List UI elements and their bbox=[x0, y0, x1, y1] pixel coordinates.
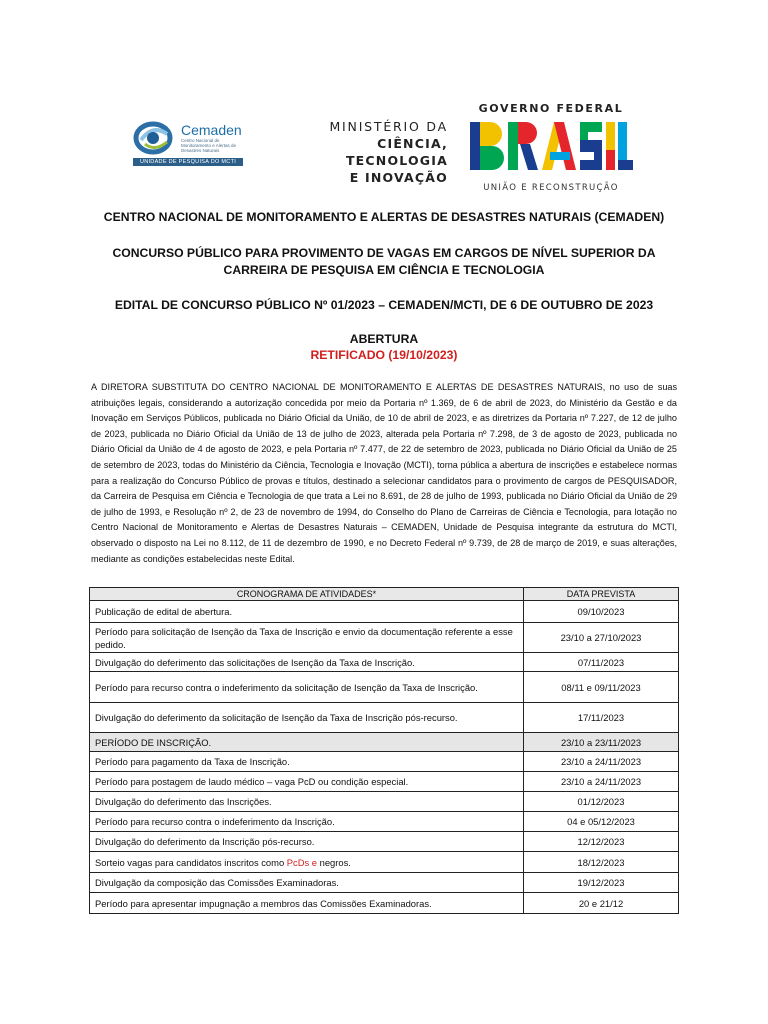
date-cell: 19/12/2023 bbox=[524, 873, 679, 893]
date-cell: 17/11/2023 bbox=[524, 703, 679, 733]
activity-cell: PERÍODO DE INSCRIÇÃO. bbox=[90, 733, 524, 752]
ministry-line-3: E INOVAÇÃO bbox=[349, 170, 448, 185]
date-cell: 12/12/2023 bbox=[524, 832, 679, 852]
date-cell: 08/11 e 09/11/2023 bbox=[524, 672, 679, 703]
center-title: CENTRO NACIONAL DE MONITORAMENTO E ALERTAS DE DESASTRES NATURAIS (CEMADEN) bbox=[103, 210, 665, 224]
date-cell: 23/10 a 24/11/2023 bbox=[524, 752, 679, 772]
date-cell: 18/12/2023 bbox=[524, 852, 679, 873]
schedule-table bbox=[89, 587, 679, 914]
activity-cell: Divulgação da composição das Comissões Examinadoras. bbox=[90, 873, 524, 893]
table-row bbox=[90, 703, 679, 733]
table-header-row bbox=[90, 588, 679, 601]
table-row bbox=[90, 752, 679, 772]
activity-text: negros. bbox=[317, 856, 351, 868]
date-cell: 23/10 a 23/11/2023 bbox=[524, 733, 679, 752]
activity-cell: Divulgação do deferimento da Inscrição pós-recurso. bbox=[90, 832, 524, 852]
activity-text: Sorteio vagas para candidatos inscritos como bbox=[95, 856, 287, 868]
ministry-logo bbox=[270, 118, 448, 186]
activity-cell: Período para apresentar impugnação a membros das Comissões Examinadoras. bbox=[90, 893, 524, 914]
table-row bbox=[90, 653, 679, 672]
cemaden-name: Cemaden bbox=[181, 122, 242, 138]
ministry-line-1: MINISTÉRIO DA bbox=[329, 119, 448, 134]
table-row bbox=[90, 873, 679, 893]
government-tagline: UNIÃO E RECONSTRUÇÃO bbox=[483, 183, 619, 193]
preamble-paragraph: A DIRETORA SUBSTITUTA DO CENTRO NACIONAL DE MONITORAMENTO E ALERTAS DE DESASTRES NATURAIS, no uso de suas atribuições legais, considerando a autorização concedida por meio da Portaria nº 1.369, de 6 de abril de 2023, do Ministério da Gestão e da Inovação em Serviços Públicos, publicada no Diário Oficial da União, de 10 de abril de 2023, e as diretrizes da Portaria nº 7.227, de 12 de julho de 2023, publicada no Diário Oficial da União de 13 de julho de 2023, alterada pela Portaria nº 7.298, de 3 de agosto de 2023, publicada no Diário Oficial da União de 4 de agosto de 2023, e pela Portaria nº 7.477, de 22 de setembro de 2023, publicada no Diário Oficial da União de 25 de setembro de 2023, todas do Ministério da Ciência, Tecnologia e Inovação (MCTI), torna pública a abertura de inscrições e estabelece normas para a realização do Concurso Público de provas e títulos, destinado a selecionar candidatos para o provimento de cargos de PESQUISADOR, da Carreira de Pesquisa em Ciência e Tecnologia de que trata a Lei no 8.691, de 28 de julho de 1993, publicada no Diário Oficial da União de 29 de julho de 1993, e Resolução nº 2, de 23 de novembro de 1994, do Conselho do Plano de Carreiras de Ciência e Tecnologia, para lotação no Centro Nacional de Monitoramento e Alertas de Desastres Naturais – CEMADEN, Unidade de Pesquisa integrante da estrutura do MCTI, observado o disposto na Lei no 8.112, de 11 de dezembro de 1990, e no Decreto Federal nº 9.739, de 28 de março de 2019, e suas alterações, mediante as condições estabelecidas neste Edital. bbox=[91, 382, 677, 564]
rectified-label: RETIFICADO (19/10/2023) bbox=[310, 348, 458, 362]
ministry-line-2: CIÊNCIA, TECNOLOGIA bbox=[345, 136, 448, 168]
cemaden-subtitle: Centro Nacional de Monitoramento e Alertas de Desastres Naturais bbox=[181, 138, 237, 153]
activity-header: CRONOGRAMA DE ATIVIDADES* bbox=[90, 588, 524, 601]
brasil-wordmark-icon bbox=[468, 120, 634, 172]
activity-cell: Período para pagamento da Taxa de Inscrição. bbox=[90, 752, 524, 772]
opening-title: ABERTURA bbox=[349, 332, 419, 346]
document-header bbox=[0, 88, 768, 198]
activity-cell: Divulgação do deferimento da solicitação de Isenção da Taxa de Inscrição pós-recurso. bbox=[90, 703, 524, 733]
activity-cell: Divulgação do deferimento das Inscrições. bbox=[90, 792, 524, 812]
table-row bbox=[90, 733, 679, 752]
table-row bbox=[90, 601, 679, 623]
contest-title: CONCURSO PÚBLICO PARA PROVIMENTO DE VAGAS EM CARGOS DE NÍVEL SUPERIOR DA CARREIRA DE PESQUISA EM CIÊNCIA E TECNOLOGIA bbox=[112, 246, 656, 277]
table-row bbox=[90, 672, 679, 703]
date-cell: 09/10/2023 bbox=[524, 601, 679, 623]
date-cell: 04 e 05/12/2023 bbox=[524, 812, 679, 832]
cemaden-swirl-icon bbox=[133, 118, 179, 158]
date-cell: 07/11/2023 bbox=[524, 653, 679, 672]
date-cell: 20 e 21/12 bbox=[524, 893, 679, 914]
date-cell: 01/12/2023 bbox=[524, 792, 679, 812]
date-header: DATA PREVISTA bbox=[524, 588, 679, 601]
cemaden-logo bbox=[133, 118, 243, 168]
cemaden-unit-bar: UNIDADE DE PESQUISA DO MCTI bbox=[133, 158, 243, 166]
edital-title: EDITAL DE CONCURSO PÚBLICO Nº 01/2023 – CEMADEN/MCTI, DE 6 DE OUTUBRO DE 2023 bbox=[114, 298, 654, 312]
table-row bbox=[90, 832, 679, 852]
table-row bbox=[90, 812, 679, 832]
activity-cell: Período para solicitação de Isenção da Taxa de Inscrição e envio da documentação referente a esse pedido. bbox=[90, 623, 524, 653]
government-title: GOVERNO FEDERAL bbox=[478, 102, 624, 115]
date-cell: 23/10 a 27/10/2023 bbox=[524, 623, 679, 653]
table-row bbox=[90, 772, 679, 792]
table-row bbox=[90, 792, 679, 812]
table-row bbox=[90, 893, 679, 914]
table-row bbox=[90, 623, 679, 653]
government-logo bbox=[466, 102, 636, 193]
activity-highlight: PcDs e bbox=[286, 856, 317, 868]
table-row bbox=[90, 852, 679, 873]
activity-cell: Período para recurso contra o indeferimento da Inscrição. bbox=[90, 812, 524, 832]
activity-cell bbox=[90, 852, 524, 873]
date-cell: 23/10 a 24/11/2023 bbox=[524, 772, 679, 792]
activity-cell: Período para postagem de laudo médico – vaga PcD ou condição especial. bbox=[90, 772, 524, 792]
activity-cell: Divulgação do deferimento das solicitações de Isenção da Taxa de Inscrição. bbox=[90, 653, 524, 672]
activity-cell: Período para recurso contra o indeferimento da solicitação de Isenção da Taxa de Inscrição. bbox=[90, 672, 524, 703]
activity-cell: Publicação de edital de abertura. bbox=[90, 601, 524, 623]
